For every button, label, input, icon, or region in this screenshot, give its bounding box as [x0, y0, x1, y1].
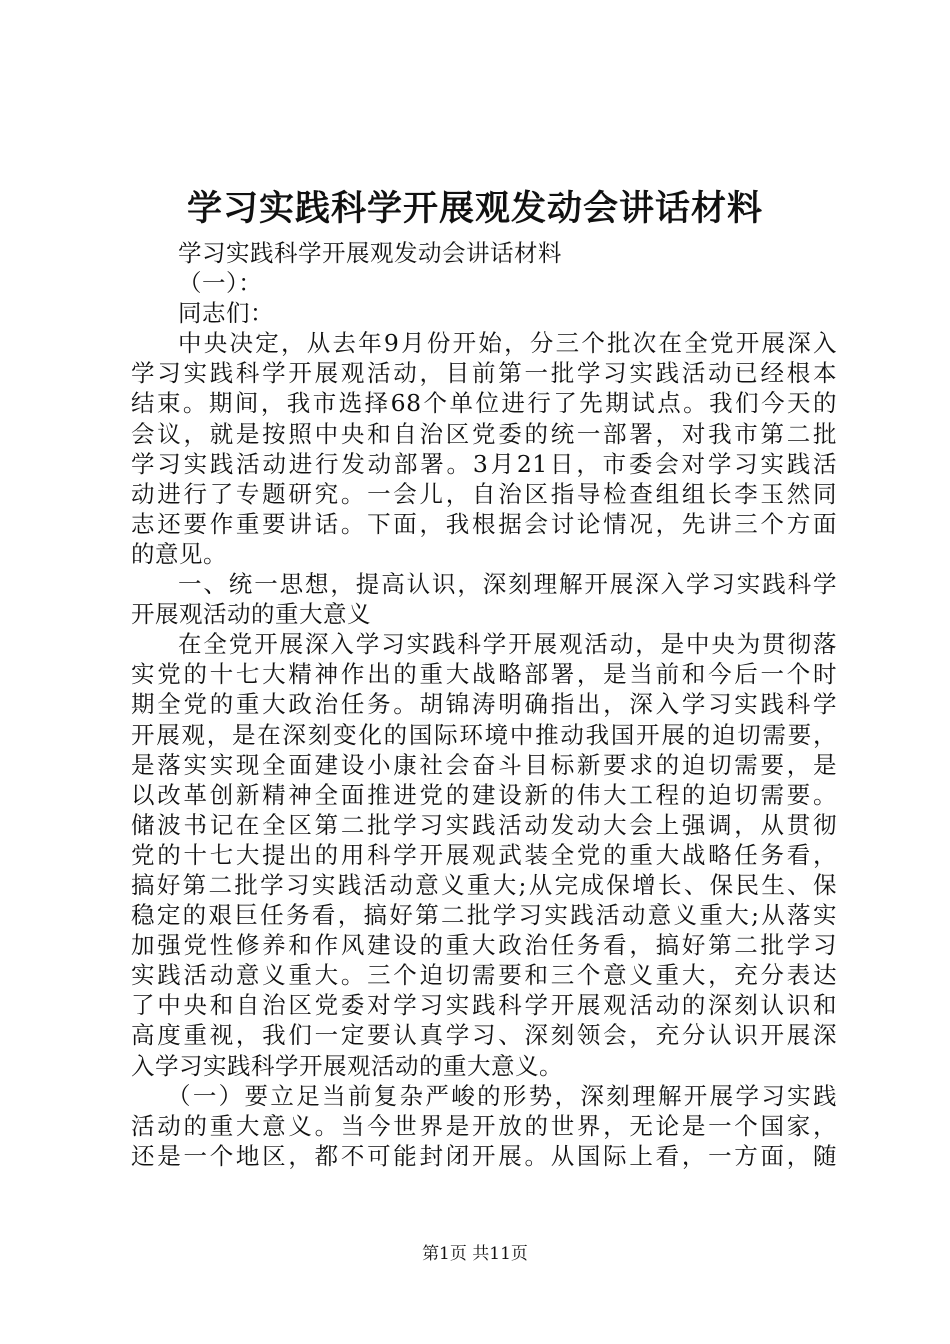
document-body: [131, 238, 837, 1171]
text-line: 活动的重大意义。当今世界是开放的世界，无论是一个国家，: [131, 1111, 837, 1140]
text-line: （一）要立足当前复杂严峻的形势，深刻理解开展学习实践: [167, 1081, 837, 1110]
text-line: 开展观，是在深刻变化的国际环境中推动我国开展的迫切需要，: [131, 720, 837, 749]
text-line: 期全党的重大政治任务。胡锦涛明确指出，深入学习实践科学: [131, 690, 837, 719]
text-line: 学习实践科学开展观发动会讲话材料: [178, 239, 562, 267]
document-title: 学习实践科学开展观发动会讲话材料: [186, 188, 763, 229]
text-line: 动进行了专题研究。一会儿，自治区指导检查组组长李玉然同: [131, 479, 837, 508]
text-line: 实党的十七大精神作出的重大战略部署，是当前和今后一个时: [131, 660, 837, 689]
text-line: 入学习实践科学开展观活动的重大意义。: [131, 1051, 563, 1080]
text-line: 党的十七大提出的用科学开展观武装全党的重大战略任务看，: [131, 840, 837, 869]
text-line: 在全党开展深入学习实践科学开展观活动，是中央为贯彻落: [178, 630, 837, 659]
text-line: 开展观活动的重大意义: [131, 600, 371, 629]
text-line: 结束。期间，我市选择68个单位进行了先期试点。我们今天的: [131, 389, 837, 418]
text-line: 了中央和自治区党委对学习实践科学开展观活动的深刻认识和: [131, 991, 837, 1020]
text-line: 以改革创新精神全面推进党的建设新的伟大工程的迫切需要。: [131, 780, 837, 809]
text-line: 搞好第二批学习实践活动意义重大;从完成保增长、保民生、保: [131, 870, 837, 899]
text-line: （一）：: [178, 269, 263, 298]
text-line: 一、统一思想，提高认识，深刻理解开展深入学习实践科学: [178, 570, 837, 599]
text-line: 高度重视，我们一定要认真学习、深刻领会，充分认识开展深: [131, 1021, 837, 1050]
page-footer: 第1页 共11页: [422, 1244, 528, 1264]
text-line: 加强党性修养和作风建设的重大政治任务看，搞好第二批学习: [131, 931, 837, 960]
text-line: 志还要作重要讲话。下面，我根据会讨论情况，先讲三个方面: [131, 509, 837, 538]
text-line: 学习实践科学开展观活动，目前第一批学习实践活动已经根本: [131, 359, 837, 388]
text-line: 储波书记在全区第二批学习实践活动发动大会上强调，从贯彻: [131, 810, 837, 839]
text-line: 的意见。: [131, 539, 227, 568]
text-line: 还是一个地区，都不可能封闭开展。从国际上看，一方面，随: [131, 1141, 837, 1170]
text-line: 是落实实现全面建设小康社会奋斗目标新要求的迫切需要，是: [131, 750, 837, 779]
text-line: 同志们：: [178, 299, 274, 328]
text-line: 学习实践活动进行发动部署。3月21日，市委会对学习实践活: [131, 449, 837, 478]
text-line: 实践活动意义重大。三个迫切需要和三个意义重大，充分表达: [131, 961, 837, 990]
text-line: 中央决定，从去年9月份开始，分三个批次在全党开展深入: [178, 329, 837, 358]
text-line: 稳定的艰巨任务看，搞好第二批学习实践活动意义重大;从落实: [131, 901, 837, 930]
text-line: 会议，就是按照中央和自治区党委的统一部署，对我市第二批: [131, 419, 837, 448]
